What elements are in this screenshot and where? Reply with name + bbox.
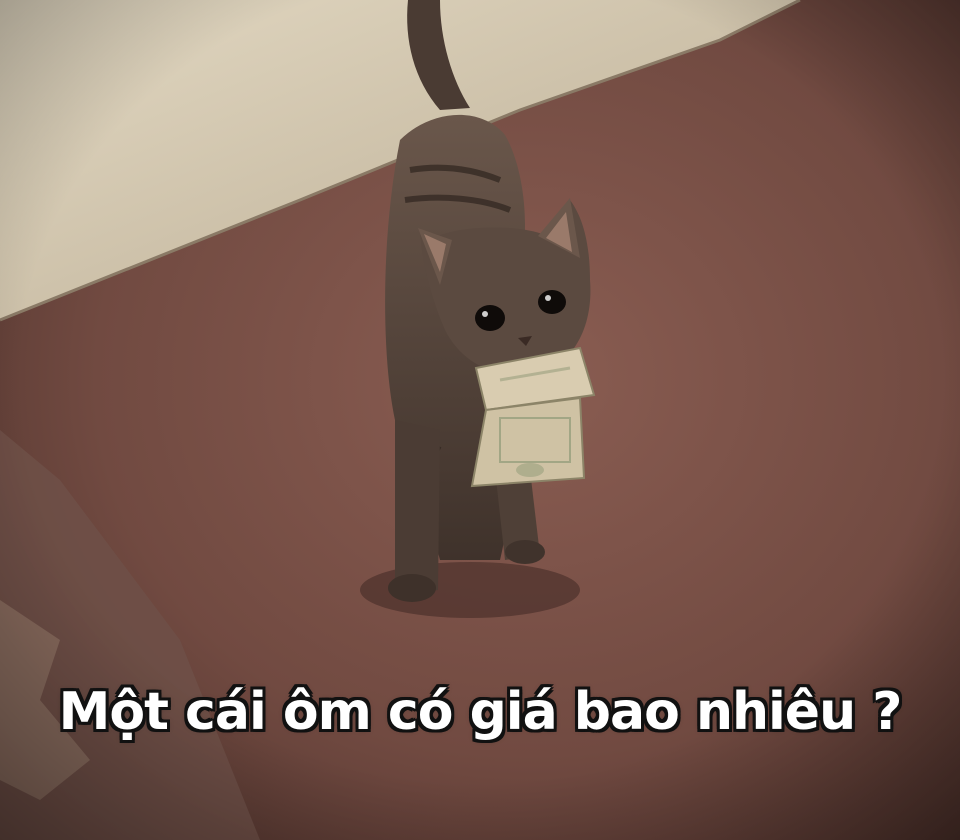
meme-caption: Một cái ôm có giá bao nhiêu ? [58, 682, 902, 742]
